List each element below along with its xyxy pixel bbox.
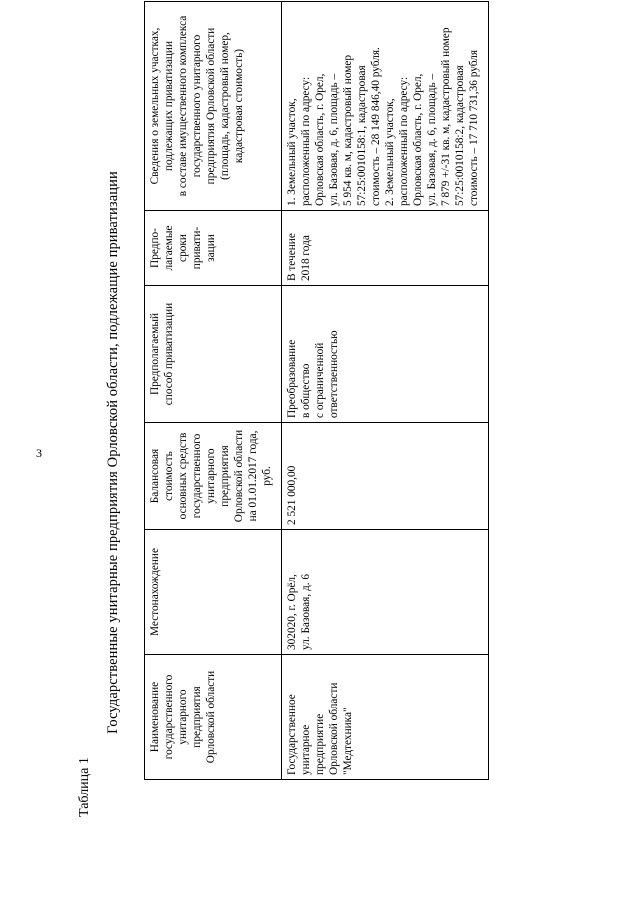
table-row <box>282 2 489 780</box>
privatization-table <box>144 1 489 780</box>
header-land-plots: Сведения о земельных участках, подлежащих приватизации в составе имущественного комплекса государственного унитарного предприятия Орловской области (площадь, кадастровый номер, кадастровая стоимость) <box>145 2 282 211</box>
table-label: Таблица 1 <box>77 757 92 817</box>
header-location: Местонахождение <box>145 530 282 655</box>
cell-location: 302020, г. Орёл, ул. Базовая, д. 6 <box>282 530 489 655</box>
header-enterprise-name: Наименование государственного унитарного предприятия Орловской области <box>145 655 282 780</box>
table-header-row <box>145 2 282 780</box>
cell-privatization-term: В течение 2018 года <box>282 211 489 286</box>
cell-book-value: 2 521 000,00 <box>282 423 489 530</box>
cell-land-plots: 1. Земельный участок, расположенный по адресу: Орловская область, г. Орел, ул. Базовая, д. 6, площадь – 5 954 кв. м, кадастровый номер 57:25:0010158:1, кадастровая стоимость – 28 149 846,40 рубля. 2. Земельный участок, расположенный по адресу: Орловская область, г. Орел, ул. Базовая, д. 6, площадь – 7 879 +/-31 кв. м, кадастровый номер 57:25:0010158:2, кадастровая стоимость – 17 710 731,36 рубля <box>282 2 489 211</box>
cell-enterprise-name: Государственное унитарное предприятие Орловской области "Медтехника" <box>282 655 489 780</box>
cell-privatization-method: Преобразование в общество с ограниченной ответственностью <box>282 286 489 423</box>
header-privatization-method: Предполагаемый способ приватизации <box>145 286 282 423</box>
page-number: 3 <box>36 446 42 460</box>
header-book-value: Балансовая стоимость основных средств государственного унитарного предприятия Орловской области на 01.01.2017 года, руб. <box>145 423 282 530</box>
page-title: Государственные унитарные предприятия Орловской области, подлежащие приватизации <box>105 171 121 734</box>
header-privatization-term: Предпо- лагаемые сроки привати- зации <box>145 211 282 286</box>
